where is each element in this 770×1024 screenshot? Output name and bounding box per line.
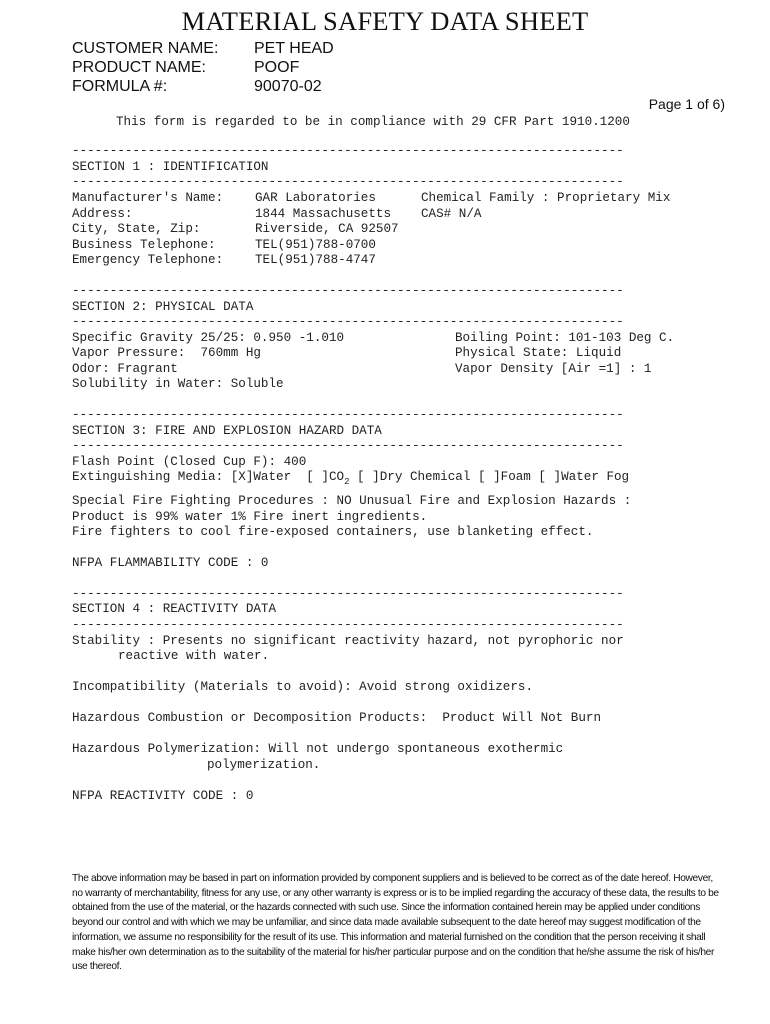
extinguishing-media-prefix: Extinguishing Media: [X]Water [ ]CO: [72, 470, 345, 484]
section4-heading: SECTION 4 : REACTIVITY DATA: [72, 602, 277, 616]
extinguishing-media-suffix: [ ]Dry Chemical [ ]Foam [ ]Water Fog: [349, 470, 630, 484]
address-label: Address:: [72, 207, 133, 221]
stability-line2: reactive with water.: [118, 649, 270, 663]
vapor-pressure: Vapor Pressure: 760mm Hg: [72, 346, 261, 360]
customer-name-value: PET HEAD: [254, 40, 334, 57]
stability-line1: Stability : Presents no significant reactivity hazard, not pyrophoric nor: [72, 634, 624, 648]
co2-subscript: 2: [344, 477, 350, 487]
product-name-label: PRODUCT NAME:: [72, 59, 206, 76]
document-title: MATERIAL SAFETY DATA SHEET: [181, 6, 589, 36]
specific-gravity: Specific Gravity 25/25: 0.950 -1.010: [72, 331, 345, 345]
divider-rule: -------------------------------------------------------------------------: [72, 587, 624, 601]
chemical-family: Chemical Family : Proprietary Mix: [421, 191, 671, 205]
divider-rule: -------------------------------------------------------------------------: [72, 144, 624, 158]
hazardous-polymerization-line2: polymerization.: [207, 758, 321, 772]
special-procedures-line3: Fire fighters to cool fire-exposed containers, use blanketing effect.: [72, 525, 594, 539]
divider-rule: -------------------------------------------------------------------------: [72, 439, 624, 453]
city-state-zip-value: Riverside, CA 92507: [255, 222, 399, 236]
compliance-statement: This form is regarded to be in compliance with 29 CFR Part 1910.1200: [116, 115, 630, 129]
business-telephone-value: TEL(951)788-0700: [255, 238, 376, 252]
nfpa-reactivity-code: NFPA REACTIVITY CODE : 0: [72, 789, 254, 803]
emergency-telephone-label: Emergency Telephone:: [72, 253, 224, 267]
divider-rule: -------------------------------------------------------------------------: [72, 175, 624, 189]
boiling-point: Boiling Point: 101-103 Deg C.: [455, 331, 675, 345]
city-state-zip-label: City, State, Zip:: [72, 222, 201, 236]
formula-label: FORMULA #:: [72, 78, 168, 95]
manufacturer-label: Manufacturer's Name:: [72, 191, 224, 205]
incompatibility: Incompatibility (Materials to avoid): Avoid strong oxidizers.: [72, 680, 534, 694]
solubility: Solubility in Water: Soluble: [72, 377, 284, 391]
divider-rule: -------------------------------------------------------------------------: [72, 618, 624, 632]
manufacturer-value: GAR Laboratories: [255, 191, 376, 205]
page-number: Page 1 of 6): [648, 96, 725, 112]
vapor-density: Vapor Density [Air =1] : 1: [455, 362, 652, 376]
formula-value: 90070-02: [254, 78, 322, 95]
physical-state: Physical State: Liquid: [455, 346, 622, 360]
section3-heading: SECTION 3: FIRE AND EXPLOSION HAZARD DATA: [72, 424, 382, 438]
section2-heading: SECTION 2: PHYSICAL DATA: [72, 300, 254, 314]
divider-rule: -------------------------------------------------------------------------: [72, 284, 624, 298]
divider-rule: -------------------------------------------------------------------------: [72, 315, 624, 329]
section1-heading: SECTION 1 : IDENTIFICATION: [72, 160, 269, 174]
product-name-value: POOF: [254, 59, 300, 76]
emergency-telephone-value: TEL(951)788-4747: [255, 253, 376, 267]
divider-rule: -------------------------------------------------------------------------: [72, 408, 624, 422]
disclaimer-paragraph: The above information may be based in part on information provided by component suppliers and is believed to be correct as of the date hereof. However, no warranty of merchantability, fitness for any use, or any other warranty is express or is to be implied regarding the accuracy of these data, the results to be obtained from the use of the material, or the hazards connected with such use. Since the information contained herein may be applied under conditions beyond our control and with which we may be unfamiliar, and since data made available subsequent to the date hereof may suggest modification of the information, we assume no responsibility for the result of its use. This information and material furnished on the condition that the person receiving it shall make his/her own determination as to the suitability of the material for his/her particular purpose and on the condition that he/she assume the risk of his/her use thereof.: [72, 873, 719, 973]
address-value: 1844 Massachusetts: [255, 207, 392, 221]
business-telephone-label: Business Telephone:: [72, 238, 216, 252]
nfpa-flammability-code: NFPA FLAMMABILITY CODE : 0: [72, 556, 269, 570]
flash-point: Flash Point (Closed Cup F): 400: [72, 455, 307, 469]
customer-name-label: CUSTOMER NAME:: [72, 40, 219, 57]
hazardous-combustion: Hazardous Combustion or Decomposition Products: Product Will Not Burn: [72, 711, 602, 725]
odor: Odor: Fragrant: [72, 362, 178, 376]
hazardous-polymerization-line1: Hazardous Polymerization: Will not undergo spontaneous exothermic: [72, 742, 564, 756]
special-procedures-line1: Special Fire Fighting Procedures : NO Unusual Fire and Explosion Hazards :: [72, 494, 632, 508]
extinguishing-media: [72, 470, 630, 487]
cas-number: CAS# N/A: [421, 207, 482, 221]
special-procedures-line2: Product is 99% water 1% Fire inert ingredients.: [72, 510, 428, 524]
